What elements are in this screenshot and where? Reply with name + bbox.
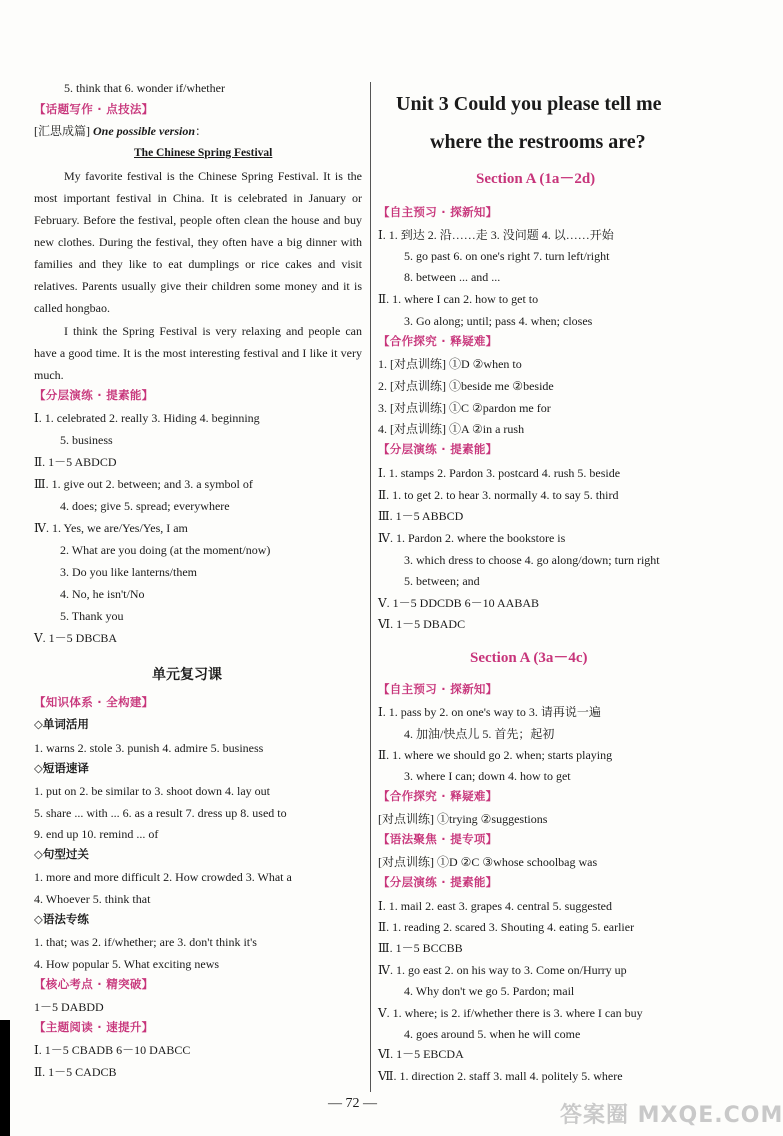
- section-header-grammar: 【语法聚焦 · 提专项】: [378, 832, 498, 846]
- answer-line: 4. does; give 5. spread; everywhere: [60, 499, 230, 513]
- answer-line: Ⅳ. 1. Pardon 2. where the bookstore is: [378, 531, 566, 545]
- answer-line: 1. warns 2. stole 3. punish 4. admire 5. business: [34, 741, 264, 755]
- version-label-cn: [汇思成篇]: [34, 124, 90, 138]
- answer-line: Ⅴ. 1－5 DDCDB 6－10 AABAB: [378, 596, 540, 610]
- answer-line: Ⅰ. 1. stamps 2. Pardon 3. postcard 4. rush 5. beside: [378, 466, 621, 480]
- answer-line: 1. that; was 2. if/whether; are 3. don't think it's: [34, 935, 257, 949]
- section-header-preview: 【自主预习 · 探新知】: [378, 682, 498, 696]
- answer-line: 5. go past 6. on one's right 7. turn left/right: [404, 249, 610, 263]
- answer-line: Ⅱ. 1. where I can 2. how to get to: [378, 292, 539, 306]
- essay-title: The Chinese Spring Festival: [134, 147, 273, 159]
- section-header-practice: 【分层演练 · 提素能】: [34, 388, 154, 402]
- answer-line: Ⅱ. 1－5 CADCB: [34, 1065, 117, 1079]
- review-title: 单元复习课: [152, 667, 222, 683]
- answer-line: 3. Do you like lanterns/them: [60, 565, 197, 579]
- subheading-sentences: ◇句型过关: [34, 847, 89, 861]
- section-header-preview: 【自主预习 · 探新知】: [378, 205, 498, 219]
- answer-line: Ⅱ. 1. reading 2. scared 3. Shouting 4. eating 5. earlier: [378, 920, 635, 934]
- page-number: — 72 —: [328, 1096, 377, 1111]
- essay-paragraph-1: My favorite festival is the Chinese Spring Festival. It is the most important festival in China. It is celebrated in January or February. Before the festival, people often clean the house and buy new clothes. During the festival, they often have a big dinner with families and they like to eat dumplings or rice cakes and visit relatives. Parents usually give their children some money and it is called hongbao.: [34, 169, 362, 315]
- watermark-logo: 答案圈 MXQE.COM: [560, 1103, 783, 1128]
- answer-line: Ⅶ. 1. direction 2. staff 3. mall 4. politely 5. where: [378, 1069, 623, 1083]
- answer-line: 9. end up 10. remind ... of: [34, 827, 159, 841]
- answer-line: Ⅴ. 1. where; is 2. if/whether there is 3. where I can buy: [378, 1006, 643, 1020]
- answer-line: 4. [对点训练] ①A ②in a rush: [378, 422, 525, 436]
- answer-line: 5. business: [60, 433, 113, 447]
- answer-line: 4. Whoever 5. think that: [34, 892, 151, 906]
- section-title-a2: Section A (3a－4c): [470, 650, 588, 666]
- answer-line: Ⅲ. 1－5 ABBCD: [378, 509, 464, 523]
- answer-line: Ⅲ. 1. give out 2. between; and 3. a symbol of: [34, 477, 253, 491]
- subheading-words: ◇单词活用: [34, 717, 89, 731]
- section-title-a1: Section A (1a－2d): [476, 171, 596, 187]
- answer-line: 4. How popular 5. What exciting news: [34, 957, 220, 971]
- answer-line: 1. more and more difficult 2. How crowded 3. What a: [34, 870, 292, 884]
- answer-line: 3. Go along; until; pass 4. when; closes: [404, 314, 593, 328]
- unit-title-line2: where the restrooms are?: [430, 131, 646, 153]
- answer-line: Ⅰ. 1－5 CBADB 6－10 DABCC: [34, 1043, 191, 1057]
- version-colon: ：: [195, 124, 208, 138]
- section-header-practice: 【分层演练 · 提素能】: [378, 442, 498, 456]
- answer-line: Ⅵ. 1－5 DBADC: [378, 617, 466, 631]
- section-header-knowledge: 【知识体系 · 全构建】: [34, 695, 154, 709]
- answer-line: 1. [对点训练] ①D ②when to: [378, 357, 522, 371]
- answer-line: Ⅲ. 1－5 BCCBB: [378, 941, 463, 955]
- answer-line: 2. What are you doing (at the moment/now): [60, 543, 271, 557]
- section-header-reading: 【主题阅读 · 速提升】: [34, 1020, 154, 1034]
- answer-line: 3. which dress to choose 4. go along/down; turn right: [404, 553, 660, 567]
- answer-line: 1. put on 2. be similar to 3. shoot down 4. lay out: [34, 784, 270, 798]
- essay-paragraph-2: I think the Spring Festival is very relaxing and people can have a good time. It is the most interesting festival and I like it very much.: [34, 324, 362, 382]
- answer-line: 1－5 DABDD: [34, 1000, 104, 1014]
- answer-line: Ⅰ. 1. mail 2. east 3. grapes 4. central 5. suggested: [378, 899, 613, 913]
- answer-line: Ⅴ. 1－5 DBCBA: [34, 631, 118, 645]
- section-header-writing: 【话题写作 · 点技法】: [34, 102, 154, 116]
- section-header-explore: 【合作探究 · 释疑难】: [378, 334, 498, 348]
- answer-line: 4. 加油/快点儿 5. 首先；起初: [404, 727, 555, 741]
- answer-line: 5. between; and: [404, 574, 480, 588]
- answer-line: Ⅳ. 1. go east 2. on his way to 3. Come on/Hurry up: [378, 963, 627, 977]
- answer-line: 4. goes around 5. when he will come: [404, 1027, 581, 1041]
- section-header-explore: 【合作探究 · 释疑难】: [378, 789, 498, 803]
- answer-line: 8. between ... and ...: [404, 270, 501, 284]
- answer-line: [对点训练] ①trying ②suggestions: [378, 812, 548, 826]
- answer-line: 5. share ... with ... 6. as a result 7. dress up 8. used to: [34, 806, 287, 820]
- answer-line: Ⅵ. 1－5 EBCDA: [378, 1047, 464, 1061]
- answer-line: 5. Thank you: [60, 609, 124, 623]
- subheading-grammar: ◇语法专练: [34, 912, 89, 926]
- column-divider: [370, 82, 371, 1092]
- answer-line: 5. think that 6. wonder if/whether: [64, 81, 225, 95]
- scan-edge: [0, 1020, 10, 1136]
- subheading-phrases: ◇短语速译: [34, 761, 89, 775]
- answer-line: Ⅱ. 1. to get 2. to hear 3. normally 4. to say 5. third: [378, 488, 619, 502]
- answer-line: Ⅰ. 1. 到达 2. 沿……走 3. 没问题 4. 以……开始: [378, 228, 614, 242]
- answer-line: Ⅱ. 1－5 ABDCD: [34, 455, 117, 469]
- version-label: [34, 123, 207, 139]
- version-label-en: One possible version: [93, 124, 195, 138]
- section-header-practice: 【分层演练 · 提素能】: [378, 875, 498, 889]
- section-header-core: 【核心考点 · 精突破】: [34, 977, 154, 991]
- answer-line: Ⅰ. 1. celebrated 2. really 3. Hiding 4. beginning: [34, 411, 260, 425]
- answer-line: [对点训练] ①D ②C ③whose schoolbag was: [378, 855, 598, 869]
- unit-title-line1: Unit 3 Could you please tell me: [396, 93, 662, 115]
- answer-line: Ⅱ. 1. where we should go 2. when; starts playing: [378, 748, 613, 762]
- answer-line: 3. [对点训练] ①C ②pardon me for: [378, 401, 551, 415]
- answer-line: Ⅰ. 1. pass by 2. on one's way to 3. 请再说一遍: [378, 705, 601, 719]
- answer-line: 2. [对点训练] ①beside me ②beside: [378, 379, 554, 393]
- answer-line: 4. Why don't we go 5. Pardon; mail: [404, 984, 575, 998]
- answer-line: 4. No, he isn't/No: [60, 587, 145, 601]
- answer-line: Ⅳ. 1. Yes, we are/Yes/Yes, I am: [34, 521, 188, 535]
- answer-line: 3. where I can; down 4. how to get: [404, 769, 571, 783]
